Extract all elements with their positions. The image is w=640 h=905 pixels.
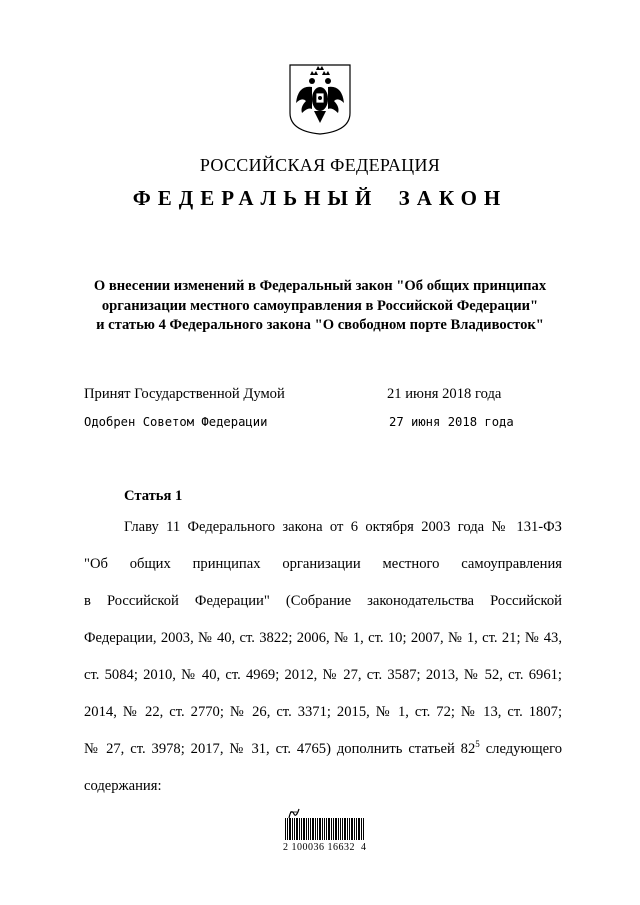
law-title-line: и статью 4 Федерального закона "О свободном порте Владивосток" [96,317,544,333]
duma-adoption-date: 21 июня 2018 года [387,386,502,402]
article-line: Федерации, 2003, № 40, ст. 3822; 2006, № 1, ст. 10; 2007, № 1, ст. 21; № 43, [84,630,562,646]
barcode-number: 2 100036 16632 4 [283,842,367,853]
council-approval-label: Одобрен Советом Федерации [84,415,268,429]
duma-adoption-label: Принят Государственной Думой [84,386,285,402]
barcode-block [275,806,375,856]
document-type: ФЕДЕРАЛЬНЫЙ ЗАКОН [132,186,508,210]
article-number-superscript: 5 [475,739,480,750]
article-heading: Статья 1 [124,488,183,504]
article-line: содержания: [84,778,162,794]
council-approval-date: 27 июня 2018 года [389,415,514,429]
barcode-icon [285,818,365,840]
law-title-line: О внесении изменений в Федеральный закон "Об общих принципах [93,278,547,294]
article-line-with-superscript [84,740,562,758]
article-line-text: № 27, ст. 3978; 2017, № 31, ст. 4765) дополнить статьей 82 [84,741,476,757]
law-title [60,277,580,336]
article-line-tail: следующего [485,741,562,757]
article-line: ст. 5084; 2010, № 40, ст. 4969; 2012, № 27, ст. 3587; 2013, № 52, ст. 6961; [84,667,562,683]
article-line: Главу 11 Федерального закона от 6 октября 2003 года № 131-ФЗ [124,519,562,535]
coat-of-arms-icon [288,63,352,136]
article-line: в Российской Федерации" (Собрание законодательства Российской [84,593,562,609]
country-name: РОССИЙСКАЯ ФЕДЕРАЦИЯ [199,155,441,175]
article-line: "Об общих принципах организации местного самоуправления [84,556,562,572]
law-title-line: организации местного самоуправления в Российской Федерации" [101,297,539,314]
article-line: 2014, № 22, ст. 2770; № 26, ст. 3371; 2015, № 1, ст. 72; № 13, ст. 1807; [84,704,562,720]
